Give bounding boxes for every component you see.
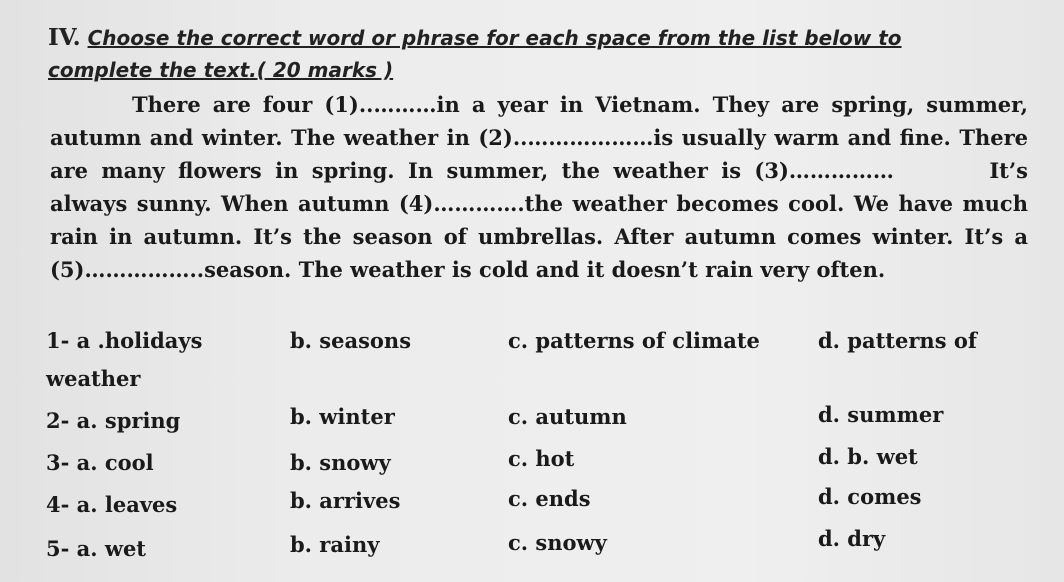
q4-option-d: d. comes (818, 484, 922, 509)
marks-label: .( 20 marks ) (249, 58, 394, 82)
q5-option-a: 5- a. wet (46, 536, 147, 561)
passage-part-1: There are four (1)..………in a year in Vietnam. They are spring, summer, autumn and winter. The weather in (2)..………………is usually warm and fine. There are many flowers in spring. In summer, the weather is (3)…………… (50, 92, 1028, 183)
q1-option-a: 1- a .holidays (46, 328, 203, 353)
instruction-line-1: Choose the correct word or phrase for each space from the list below to (87, 26, 902, 50)
exercise-number: IV. (48, 24, 81, 51)
q3-option-b: b. snowy (290, 450, 391, 475)
q2-option-c: c. autumn (508, 404, 627, 429)
q5-option-d: d. dry (818, 526, 886, 551)
q2-option-a: 2- a. spring (46, 408, 181, 433)
q2-option-d: d. summer (818, 402, 944, 427)
q3-option-c: c. hot (508, 446, 575, 471)
q5-option-b: b. rainy (290, 532, 380, 557)
q4-option-c: c. ends (508, 486, 591, 511)
q5-option-c: c. snowy (508, 530, 607, 555)
q1-option-d: d. patterns of (818, 328, 977, 353)
q2-option-b: b. winter (290, 404, 395, 429)
q1-option-c: c. patterns of climate (508, 328, 760, 353)
instruction-line-2: complete the text (48, 58, 250, 82)
q4-option-a: 4- a. leaves (46, 492, 178, 517)
q3-option-a: 3- a. cool (46, 450, 154, 475)
q3-option-d: d. b. wet (818, 444, 918, 469)
exercise-heading (48, 22, 1008, 86)
passage-part-2: It’s always sunny. When autumn (4)………….the weather becomes cool. We have much rain in autumn. It’s the season of umbrellas. After autumn comes winter. It’s a (5)……………..season. The weather is cold and it doesn’t rain very often. (50, 158, 1028, 282)
reading-passage (50, 88, 1028, 286)
q1-option-d-continued: weather (46, 366, 141, 391)
q4-option-b: b. arrives (290, 488, 401, 513)
q1-option-b: b. seasons (290, 328, 412, 353)
